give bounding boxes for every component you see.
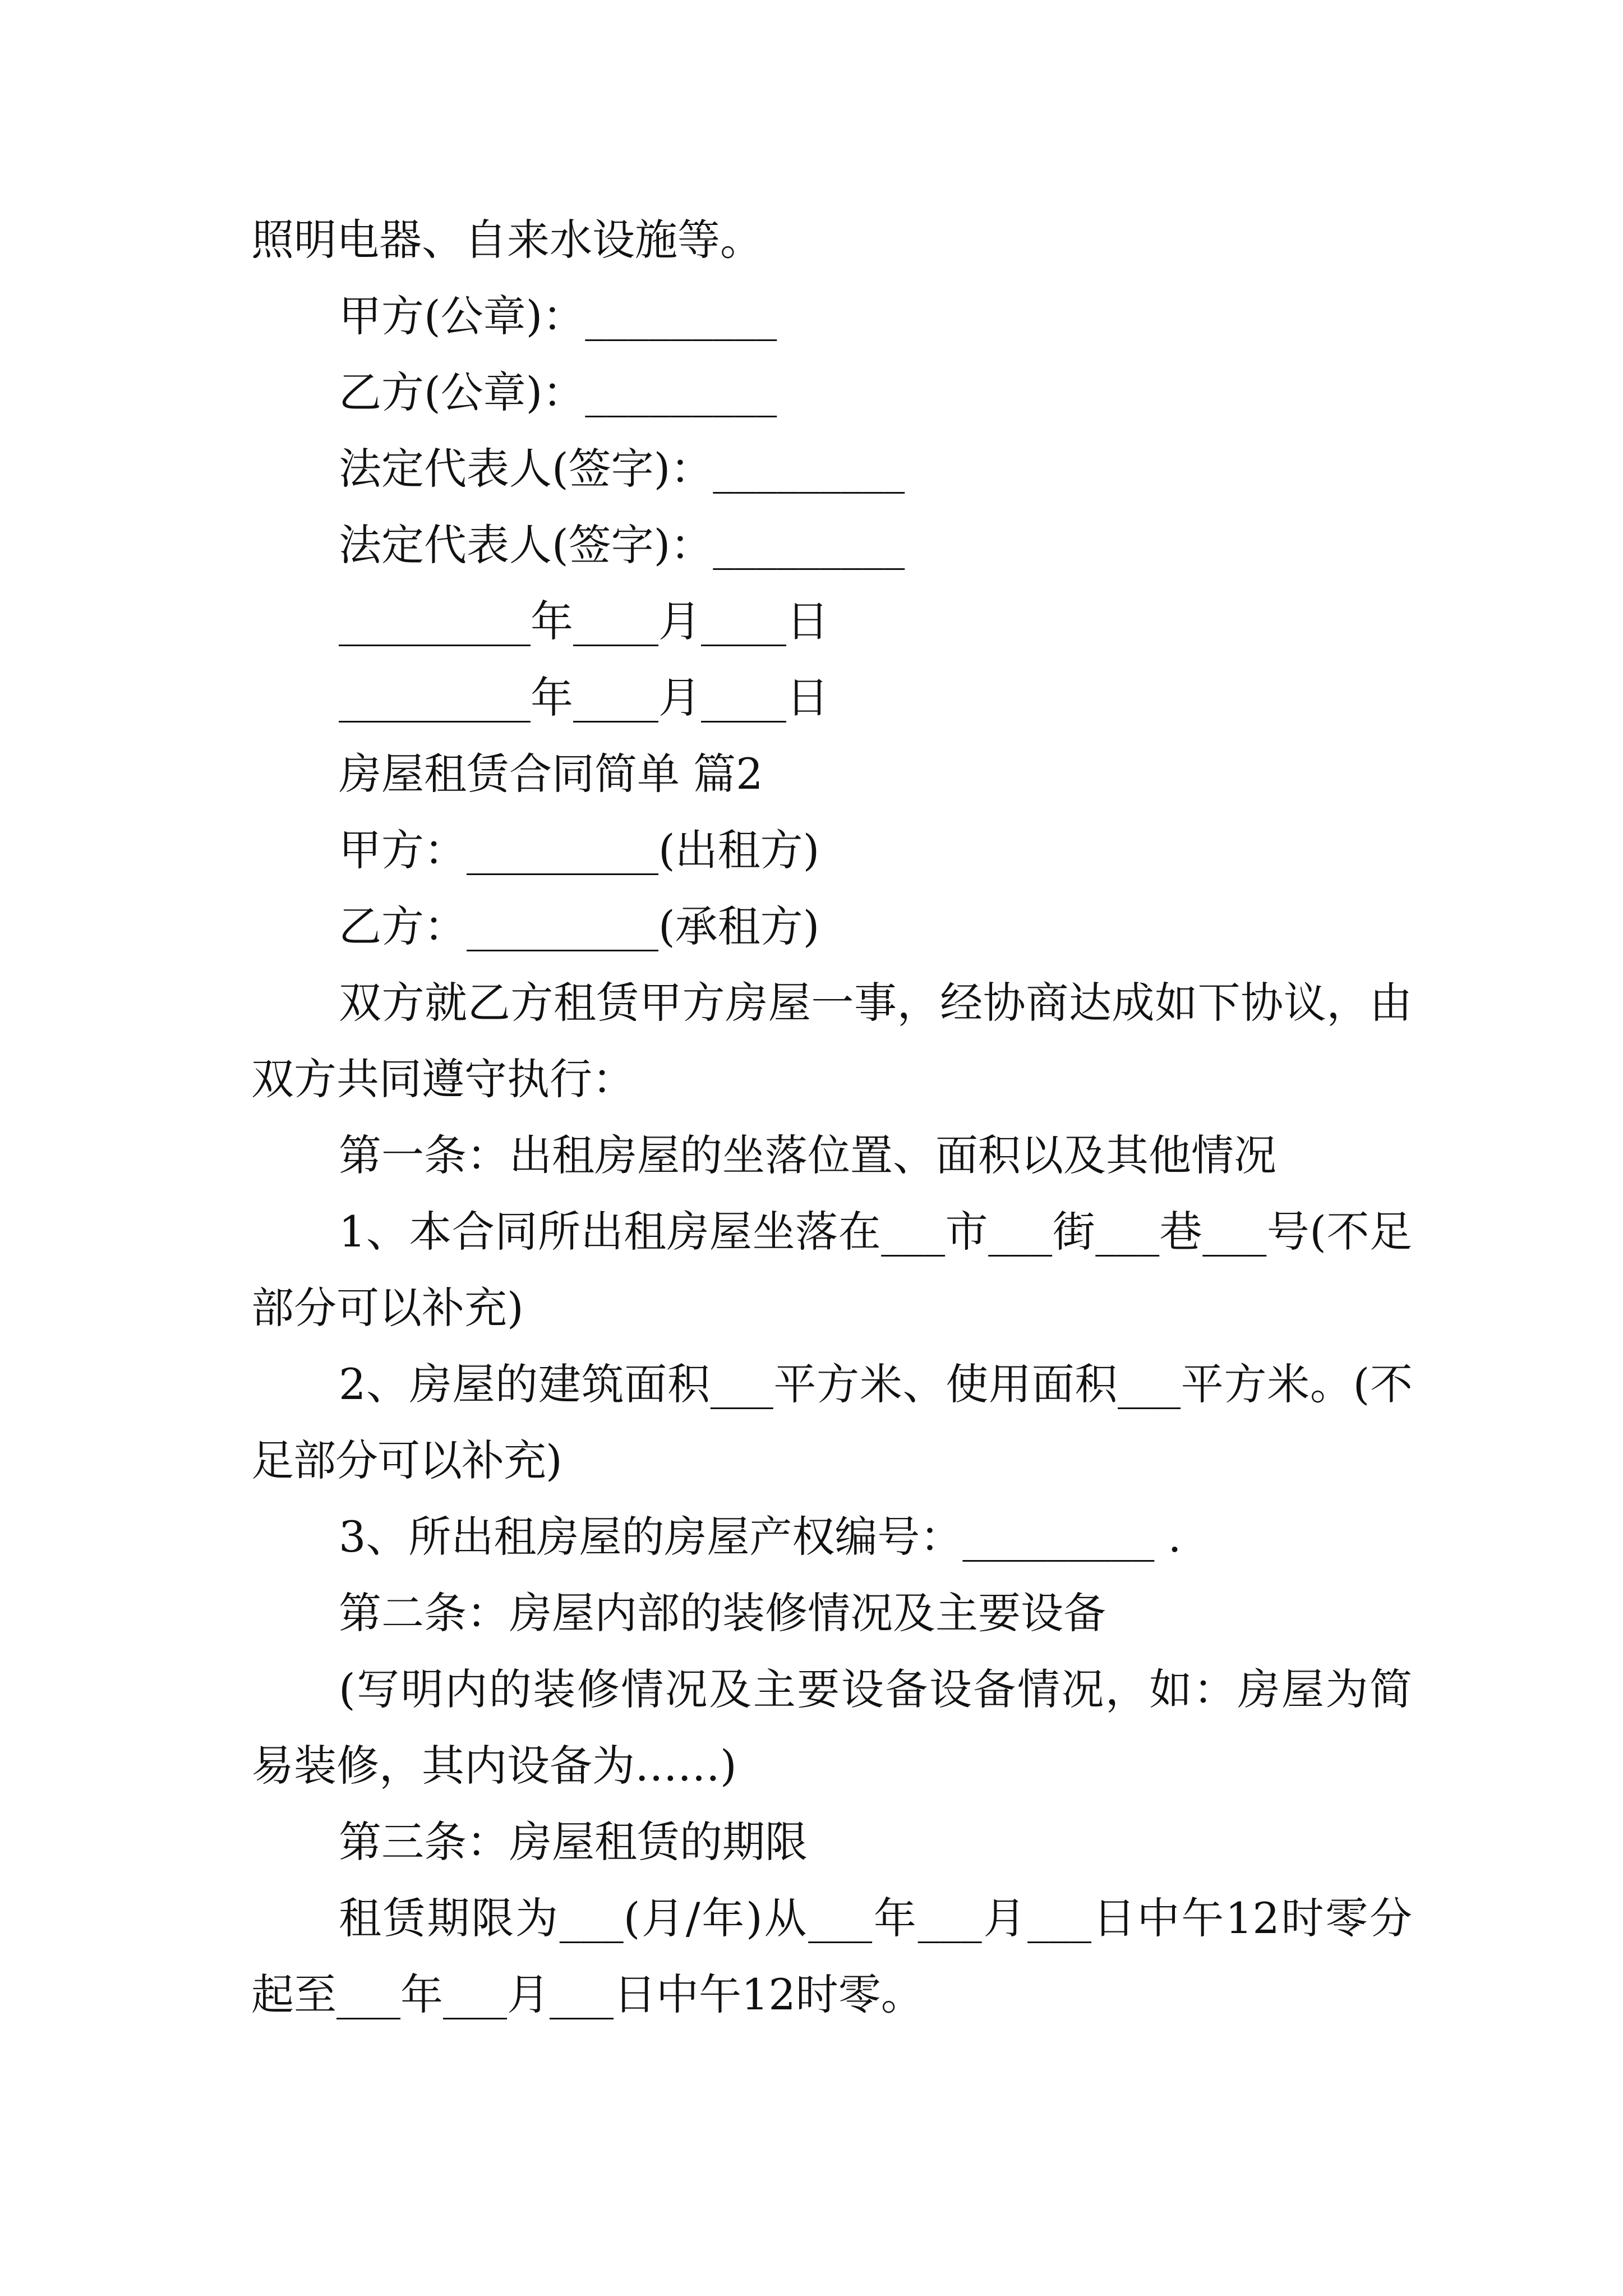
- article-heading: 第一条：出租房屋的坐落位置、面积以及其他情况: [339, 1130, 1276, 1180]
- agreement-intro-paragraph: 双方就乙方租赁甲方房屋一事，经协商达成如下协议，由双方共同遵守执行：: [251, 978, 1412, 1104]
- section-title: 房屋租赁合同简单 篇2: [339, 749, 763, 799]
- date-line: _________年____月____日: [339, 596, 829, 646]
- party-a-line: 甲方：_________(出租方): [339, 825, 820, 875]
- party-b-line: 乙方：_________(承租方): [339, 901, 820, 951]
- text-line: 照明电器、自来水设施等。: [251, 215, 763, 265]
- clause-paragraph: 3、所出租房屋的房屋产权编号：_________ .: [339, 1512, 1182, 1562]
- clause-paragraph: 2、房屋的建筑面积___平方米、使用面积___平方米。(不足部分可以补充): [251, 1359, 1412, 1485]
- legal-rep-signature-line: 法定代表人(签字)：_________: [339, 520, 905, 570]
- legal-rep-signature-line: 法定代表人(签字)：_________: [339, 444, 905, 494]
- clause-paragraph: (写明内的装修情况及主要设备设备情况，如：房屋为简易装修，其内设备为……): [251, 1664, 1412, 1791]
- party-a-seal-line: 甲方(公章)：_________: [339, 291, 777, 341]
- article-heading: 第二条：房屋内部的装修情况及主要设备: [339, 1588, 1106, 1638]
- article-heading: 第三条：房屋租赁的期限: [339, 1817, 808, 1867]
- party-b-seal-line: 乙方(公章)：_________: [339, 367, 777, 417]
- clause-paragraph: 租赁期限为___(月/年)从___年___月___日中午12时零分起至___年___月___日中午12时零。: [251, 1893, 1412, 2019]
- clause-paragraph: 1、本合同所出租房屋坐落在___市___街___巷___号(不足部分可以补充): [251, 1207, 1412, 1333]
- date-line: _________年____月____日: [339, 673, 829, 723]
- document-body: [251, 202, 1412, 2033]
